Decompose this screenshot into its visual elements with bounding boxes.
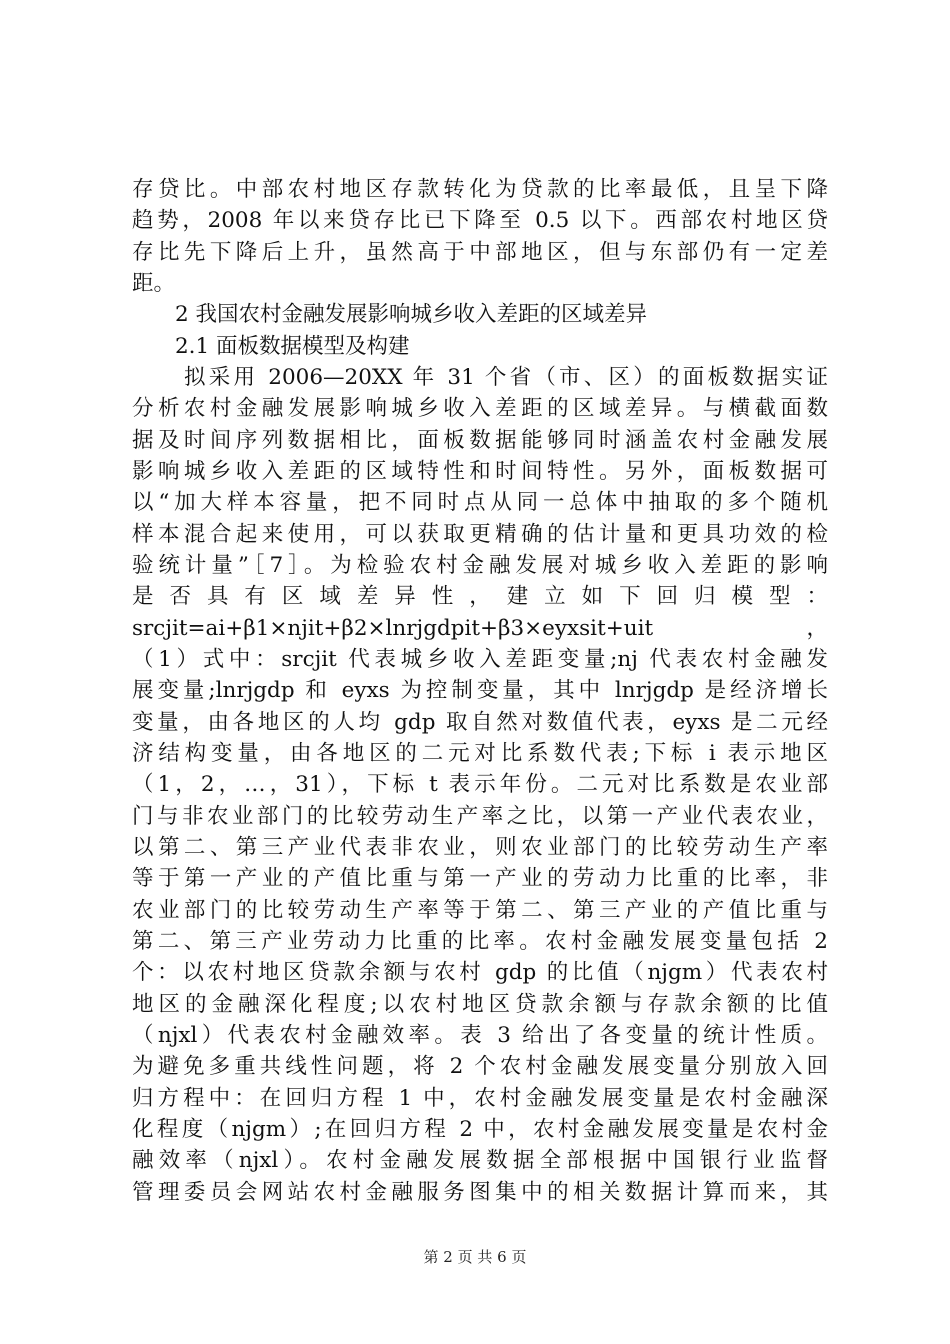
body-text-line: 存比先下降后上升，虽然高于中部地区，但与东部仍有一定差 (132, 240, 828, 265)
body-text-line: 以“加大样本容量，把不同时点从同一总体中抽取的多个随机 (132, 490, 828, 515)
body-text-line: 农业部门的比较劳动生产率等于第二、第三产业的产值比重与 (132, 898, 828, 923)
subsection-heading: 2.1 面板数据模型及构建 (175, 334, 410, 359)
body-text-line: 第二、第三产业劳动力比重的比率。农村金融发展变量包括 2 (132, 929, 828, 954)
body-text-line: 以第二、第三产业代表非农业，则农业部门的比较劳动生产率 (132, 835, 828, 860)
body-text-line: 地区的金融深化程度;以农村地区贷款余额与存款余额的比值 (132, 992, 828, 1017)
body-text-line: 是 否 具 有 区 域 差 异 性 ， 建 立 如 下 回 归 模 型 ： (132, 584, 828, 609)
body-text-line: 融效率（njxl）。农村金融发展数据全部根据中国银行业监督 (132, 1148, 828, 1173)
body-text-line: 样本混合起来使用，可以获取更精确的估计量和更具功效的检 (132, 522, 828, 547)
body-text-line: 门与非农业部门的比较劳动生产率之比，以第一产业代表农业， (132, 804, 828, 829)
body-text-line: （njxl）代表农村金融效率。表 3 给出了各变量的统计性质。 (132, 1023, 828, 1048)
body-text-line: 距。 (132, 271, 176, 296)
body-text-line: 趋势，2008 年以来贷存比已下降至 0.5 以下。西部农村地区贷 (132, 208, 828, 233)
body-text-line: 验统计量”［7］。为检验农村金融发展对城乡收入差距的影响 (132, 553, 828, 578)
body-text-line: 归方程中：在回归方程 1 中，农村金融发展变量是农村金融深 (132, 1086, 828, 1111)
body-text-line: 存贷比。中部农村地区存款转化为贷款的比率最低，且呈下降 (132, 177, 828, 202)
body-text-line: 等于第一产业的产值比重与第一产业的劳动力比重的比率，非 (132, 866, 828, 891)
body-text-line: （1）式中：srcjit 代表城乡收入差距变量;nj 代表农村金融发 (132, 647, 828, 672)
section-heading: 2 我国农村金融发展影响城乡收入差距的区域差异 (175, 302, 648, 327)
body-text-line: （1，2，…，31），下标 t 表示年份。二元对比系数是农业部 (132, 772, 828, 797)
body-text-line: 据及时间序列数据相比，面板数据能够同时涵盖农村金融发展 (132, 428, 828, 453)
body-text-line: 为避免多重共线性问题，将 2 个农村金融发展变量分别放入回 (132, 1054, 828, 1079)
body-text-line: 分析农村金融发展影响城乡收入差距的区域差异。与横截面数 (132, 396, 828, 421)
page-number-footer: 第 2 页 共 6 页 (423, 1248, 527, 1266)
body-text-line: 化程度（njgm）;在回归方程 2 中，农村金融发展变量是农村金 (132, 1117, 828, 1142)
body-text-line: 济结构变量，由各地区的二元对比系数代表;下标 i 表示地区 (132, 741, 828, 766)
formula-line: srcjit=ai+β1×njit+β2×lnrjgdpit+β3×eyxsit+uit ， (132, 616, 828, 641)
body-text-line: 展变量;lnrjgdp 和 eyxs 为控制变量，其中 lnrjgdp 是经济增长 (132, 678, 828, 703)
body-text-line: 影响城乡收入差距的区域特性和时间特性。另外，面板数据可 (132, 459, 828, 484)
body-text-line: 个：以农村地区贷款余额与农村 gdp 的比值（njgm）代表农村 (132, 960, 828, 985)
body-text-line: 拟采用 2006—20XX 年 31 个省（市、区）的面板数据实证 (184, 365, 828, 390)
body-text-line: 变量，由各地区的人均 gdp 取自然对数值代表，eyxs 是二元经 (132, 710, 828, 735)
body-text-line: 管理委员会网站农村金融服务图集中的相关数据计算而来，其 (132, 1180, 828, 1205)
